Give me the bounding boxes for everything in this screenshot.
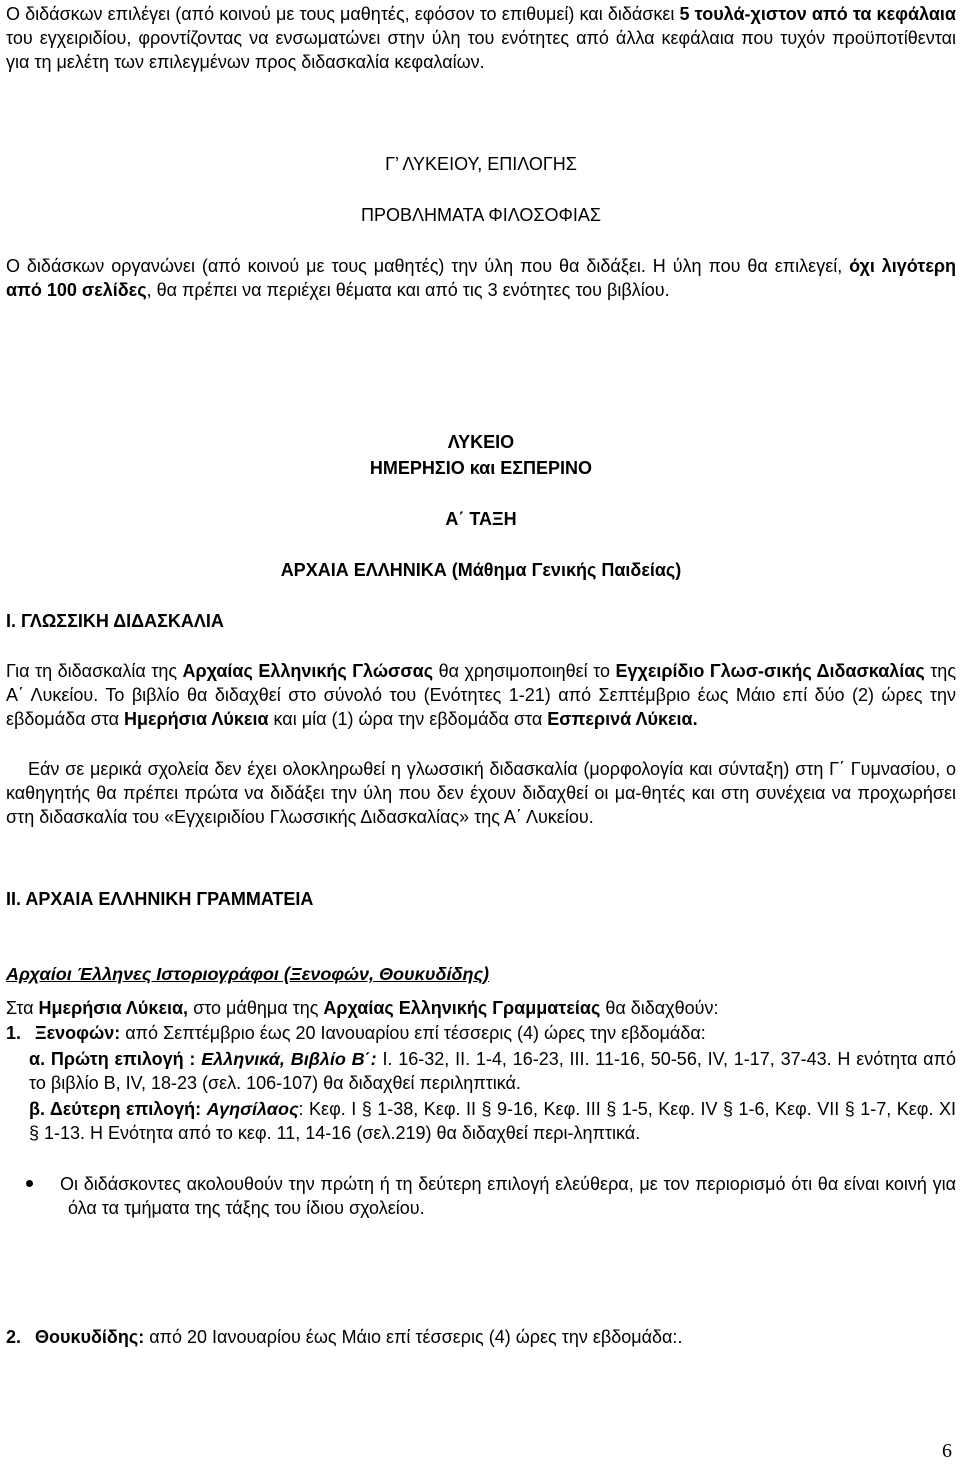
list-number: 2.: [6, 1327, 22, 1347]
class-heading: Α΄ ΤΑΞΗ: [445, 509, 517, 529]
section-2-intro: Στα Ημερήσια Λύκεια, στο μάθημα της Αρχαίας Ελληνικής Γραμματείας θα διδαχθούν:: [6, 998, 719, 1018]
list-number: 1.: [6, 1023, 22, 1043]
section-g-heading-2: ΠΡΟΒΛΗΜΑΤΑ ΦΙΛΟΣΟΦΙΑΣ: [360, 205, 601, 225]
intro-text-a: Ο διδάσκων επιλέγει (από κοινού με τους μαθητές, εφόσον το επιθυμεί) και διδάσκει: [6, 4, 680, 24]
page-number: 6: [942, 1440, 952, 1462]
section-1-paragraph-2: Εάν σε μερικά σχολεία δεν έχει ολοκληρωθεί η γλωσσική διδασκαλία (μορφολογία και σύνταξη) στη Γ΄ Γυμνασίου, ο καθηγητής θα πρέπει πρώτα να διδάξει την ύλη που δεν έχουν διδαχθεί οι μα-θητές και στη συνέχεια να προχωρήσει στη διδασκαλία του «Εγχειριδίου Γλωσσικής Διδασκαλίας» της Α΄ Λυκείου.: [6, 759, 956, 827]
bullet-item: [26, 1172, 956, 1220]
section-2-title: ΙΙ. ΑΡΧΑΙΑ ΕΛΛΗΝΙΚΗ ΓΡΑΜΜΑΤΕΙΑ: [6, 889, 314, 909]
xenophon-item: 1. Ξενοφών: από Σεπτέμβριο έως 20 Ιανουαρίου επί τέσσερις (4) ώρες την εβδομάδα:: [6, 1023, 706, 1043]
section-2-subtitle: Αρχαίοι Έλληνες Ιστοριογράφοι (Ξενοφών, Θουκυδίδης): [6, 964, 490, 984]
bullet-text: Οι διδάσκοντες ακολουθούν την πρώτη ή τη δεύτερη επιλογή ελεύθερα, με τον περιορισμό ότι θα είναι κοινή για όλα τα τμήματα της τάξης του ίδιου σχολείου.: [60, 1174, 956, 1218]
intro-text-c: του εγχειριδίου, φροντίζοντας να ενσωματώνει στην ύλη του ενότητες από άλλα κεφάλαια που τυχόν προϋποτίθενται για τη μελέτη των επιλεγμένων προς διδασκαλία κεφαλαίων.: [6, 28, 956, 72]
course-heading: ΑΡΧΑΙΑ ΕΛΛΗΝΙΚΑ (Μάθημα Γενικής Παιδείας): [280, 560, 682, 580]
option-alpha: α. Πρώτη επιλογή : Ελληνικά, Βιβλίο Β΄: Ι. 16-32, ΙΙ. 1-4, 16-23, ΙΙΙ. 11-16, 50-56, IV, 1-17, 37-43. Η ενότητα από το βιβλίο Β, IV, 18-23 (σελ. 106-107) θα διδαχθεί περιληπτικά.: [29, 1049, 956, 1093]
thucydides-item: 2. Θουκυδίδης: από 20 Ιανουαρίου έως Μάιο επί τέσσερις (4) ώρες την εβδομάδα:.: [6, 1327, 683, 1347]
lyceum-heading: ΛΥΚΕΙΟ: [447, 432, 515, 452]
section-g-bold: όχι λιγότερη από 100 σελίδες: [6, 256, 957, 300]
option-beta: β. Δεύτερη επιλογή: Αγησίλαος: Κεφ. Ι § 1-38, Κεφ. ΙΙ § 9-16, Κεφ. ΙΙΙ § 1-5, Κεφ. IV § 1-6, Κεφ. VII § 1-7, Κεφ. XI § 1-13. Η Ενότητα από το κεφ. 11, 14-16 (σελ.219) θα διδαχθεί περι-ληπτικά.: [29, 1099, 956, 1143]
intro-text-bold: 5 τουλά-χιστον από τα κεφάλαια: [679, 4, 956, 24]
section-1-title: Ι. ΓΛΩΣΣΙΚΗ ΔΙΔΑΣΚΑΛΙΑ: [6, 611, 224, 631]
bullet-icon: [26, 1180, 33, 1187]
author-name: Θουκυδίδης:: [35, 1327, 145, 1347]
author-name: Ξενοφών:: [35, 1023, 121, 1043]
lyceum-subheading: ΗΜΕΡΗΣΙΟ και ΕΣΠΕΡΙΝΟ: [369, 458, 593, 478]
section-1-paragraph-1: Για τη διδασκαλία της Αρχαίας Ελληνικής Γλώσσας θα χρησιμοποιηθεί το Εγχειρίδιο Γλωσ-σικής Διδασκαλίας της Α΄ Λυκείου. Το βιβλίο θα διδαχθεί στο σύνολό του (Ενότητες 1-21) από Σεπτέμβριο έως Μάιο επί δύο (2) ώρες την εβδομάδα στα Ημερήσια Λύκεια και μία (1) ώρα την εβδομάδα στα Εσπερινά Λύκεια.: [6, 661, 956, 729]
intro-paragraph: [6, 2, 956, 74]
section-g-paragraph: Ο διδάσκων οργανώνει (από κοινού με τους μαθητές) την ύλη που θα διδάξει. Η ύλη που θα επιλεγεί, όχι λιγότερη από 100 σελίδες, θα πρέπει να περιέχει θέματα και από τις 3 ενότητες του βιβλίου.: [6, 256, 957, 300]
section-g-heading-1: Γ’ ΛΥΚΕΙΟΥ, ΕΠΙΛΟΓΗΣ: [385, 154, 577, 174]
